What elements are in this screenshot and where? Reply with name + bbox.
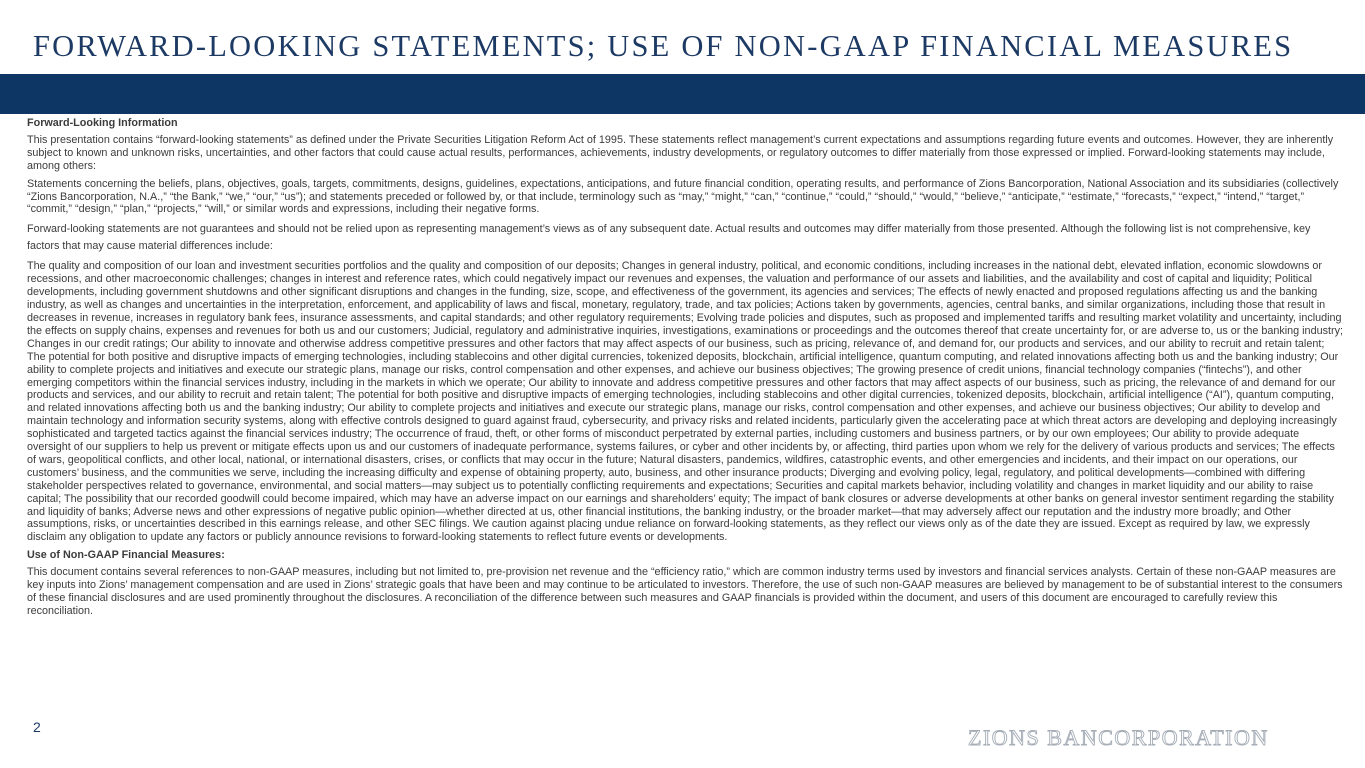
forward-looking-paragraph-intro: This presentation contains “forward-looking statements” as defined under the Private Securities Litigation Reform Act of 1995. These statements reflect management’s current expectations and assumptions regarding future events and outcomes. However, they are inherently subject to known and unknown risks, uncertainties, and other factors that could cause actual results, performances, achievements, industry developments, or regulatory outcomes to differ materially from those expressed or implied. Forward-looking statements may include, among others:: [27, 133, 1334, 172]
header-band: [0, 74, 1365, 114]
forward-looking-paragraph-guarantees: Forward-looking statements are not guarantees and should not be relied upon as representing management’s views as of any subsequent date. Actual results and outcomes may differ materially from those presented. Although the following list is not comprehensive, key factors that may cause material differences include:: [27, 223, 1311, 253]
forward-looking-paragraph-factors: The quality and composition of our loan and investment securities portfolios and the quality and composition of our deposits; Changes in general industry, political, and economic conditions, including increases in the national debt, elevated inflation, economic slowdowns or recessions, and other macroeconomic challenges; changes in interest and reference rates, which could negatively impact our revenues and expenses, the valuation and performance of our assets and liabilities, and the availability and cost of capital and liquidity; Political developments, including government shutdowns and other significant disruptions and changes in the funding, size, scope, and effectiveness of the government, its agencies and services; The effects of newly enacted and proposed regulations affecting us and the banking industry, as well as changes and uncertainties in the interpretation, enforcement, and applicability of laws and fiscal, monetary, regulatory, trade, and tax policies; Actions taken by governments, agencies, central banks, and similar organizations, including those that result in decreases in revenue, increases in regulatory bank fees, insurance assessments, and capital standards; and other regulatory requirements; Evolving trade policies and disputes, such as proposed and implemented tariffs and resulting market volatility and uncertainty, including the effects on supply chains, expenses and revenues for both us and our customers; Judicial, regulatory and administrative inquiries, investigations, examinations or proceedings and the outcomes thereof that create uncertainty for, or are adverse to, us or the banking industry; Changes in our credit ratings; Our ability to innovate and otherwise address competitive pressures and other factors that may affect aspects of our business, such as pricing, relevance of, and demand for, our products and services, and our ability to recruit and retain talent; The potential for both positive and disruptive impacts of emerging technologies, including stablecoins and other digital currencies, tokenized deposits, blockchain, artificial intelligence, quantum computing, and related innovations affecting both us and the banking industry; Our ability to complete projects and initiatives and execute our strategic plans, manage our risks, control compensation and other expenses, and achieve our business objectives; The growing presence of credit unions, financial technology companies (“fintechs”), and other emerging competitors within the financial services industry, including in the markets in which we operate; Our ability to innovate and address competitive pressures and other factors that may affect aspects of our business, such as pricing, the relevance of and demand for our products and services, and our ability to recruit and retain talent; The potential for both positive and disruptive impacts of emerging technologies, including stablecoins and other digital currencies, tokenized deposits, blockchain, artificial intelligence (“AI”), quantum computing, and related innovations affecting both us and the banking industry; Our ability to complete projects and initiatives and execute our strategic plans, manage our risks, control compensation and other expenses, and achieve our business objectives; Our ability to develop and maintain technology and information security systems, along with effective controls designed to guard against fraud, cybersecurity, and privacy risks and related incidents, particularly given the accelerating pace at which threat actors are developing and deploying increasingly sophisticated and targeted tactics against the financial services industry; The occurrence of fraud, theft, or other forms of misconduct perpetrated by external parties, including customers and business partners, or by our own employees; Our ability to provide adequate oversight of our suppliers to help us prevent or mitigate effects upon us and our customers of inadequate performance, systems failures, or cyber and other incidents by, or affecting, third parties upon whom we rely for the delivery of various products and services; The effects of wars, geopolitical conflicts, and other local, national, or international disasters, crises, or conflicts that may occur in the future; Natural disasters, pandemics, wildfires, catastrophic events, and other emergencies and incidents, and their impact on our operations, our customers’ business, and the communities we serve, including the increasing difficulty and expense of obtaining property, auto, business, and other insurance products; Diverging and evolving policy, legal, regulatory, and political developments—combined with differing stakeholder perspectives related to governance, environmental, and social matters—may subject us to potentially conflicting requirements and expectations; Securities and capital markets behavior, including volatility and changes in market liquidity and our ability to raise capital; The possibility that our recorded goodwill could become impaired, which may have an adverse impact on our earnings and shareholders’ equity; The impact of bank closures or adverse developments at other banks on general investor sentiment regarding the stability and liquidity of banks; Adverse news and other expressions of negative public opinion—whether directed at us, other financial institutions, the banking industry, or the broader market—that may adversely affect our reputation and the industry more broadly; and Other assumptions, risks, or uncertainties described in this earnings release, and other SEC filings. We caution against placing undue reliance on forward-looking statements, as they reflect our views only as of the date they are issued. Except as required by law, we expressly disclaim any obligation to update any factors or publicly announce revisions to forward-looking statements to reflect future events or developments.: [27, 260, 1343, 544]
non-gaap-heading: Use of Non-GAAP Financial Measures:: [27, 549, 225, 562]
forward-looking-heading: Forward-Looking Information: [27, 117, 178, 129]
zions-bancorporation-logo: ZIONS BANCORPORATION: [968, 725, 1269, 750]
page-number: 2: [33, 719, 41, 735]
page-title: FORWARD-LOOKING STATEMENTS; USE OF NON-GAAP FINANCIAL MEASURES: [33, 29, 1294, 63]
forward-looking-paragraph-statements: Statements concerning the beliefs, plans, objectives, goals, targets, commitments, designs, guidelines, expectations, anticipations, and future financial condition, operating results, and performance of Zions Bancorporation, National Association and its subsidiaries (collectively “Zions Bancorporation, N.A.,” “the Bank,” “we,” “our,” “us”); and statements preceded or followed by, or that include, terminology such as “may,” “might,” “can,” “continue,” “could,” “should,” “would,” “believe,” “anticipate,” “estimate,” “forecasts,” “expect,” “intend,” “target,” “commit,” “design,” “plan,” “projects,” “will,” or similar words and expressions, including their negative forms.: [27, 177, 1339, 216]
non-gaap-paragraph: This document contains several references to non-GAAP measures, including but not limited to, pre-provision net revenue and the “efficiency ratio,” which are common industry terms used by investors and financial services analysts. Certain of these non-GAAP measures are key inputs into Zions’ management compensation and are used in Zions’ strategic goals that have been and may continue to be articulated to investors. Therefore, the use of such non-GAAP measures are believed by management to be of substantial interest to the consumers of these financial disclosures and are used prominently throughout the disclosures. A reconciliation of the difference between such measures and GAAP financials is provided within the document, and users of this document are encouraged to carefully review this reconciliation.: [27, 566, 1343, 617]
disclosure-content: [27, 117, 1343, 623]
